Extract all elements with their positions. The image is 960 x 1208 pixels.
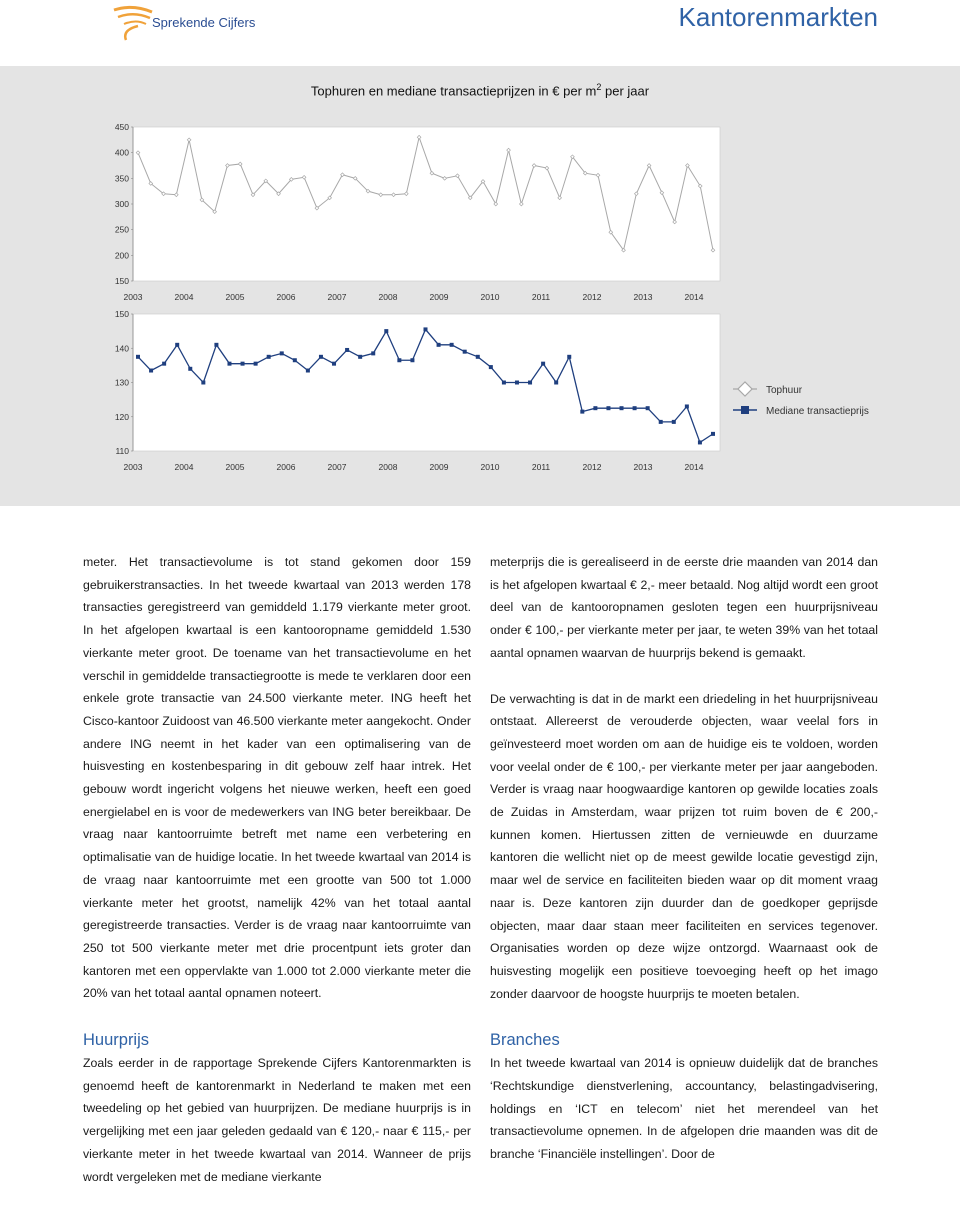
- data-point: [554, 381, 558, 385]
- y-tick-label: 400: [114, 147, 129, 158]
- chart-title-main: Tophuren en mediane transactieprijzen in € per m: [310, 83, 597, 99]
- data-point: [515, 381, 519, 385]
- x-tick-label: 2011: [531, 462, 551, 472]
- x-tick-label: 2004: [174, 292, 194, 302]
- x-tick-label: 2007: [327, 462, 347, 472]
- data-point: [410, 358, 414, 362]
- data-point: [345, 348, 349, 352]
- y-tick-label: 250: [114, 224, 129, 235]
- data-point: [437, 343, 441, 347]
- data-point: [267, 355, 271, 359]
- plot-area: [133, 314, 720, 451]
- data-point: [606, 406, 610, 410]
- y-tick-label: 110: [115, 446, 129, 456]
- y-tick-label: 130: [114, 377, 129, 388]
- x-tick-label: 2004: [174, 462, 194, 472]
- data-point: [646, 406, 650, 410]
- y-tick-label: 350: [114, 173, 129, 184]
- paragraph: Zoals eerder in de rapportage Sprekende Cijfers Kantorenmarkten is genoemd heeft de kantorenmarkt in Nederland te maken met een tweedeling op het gebied van huurprijzen. De mediane huurprijs is in vergelijking met een jaar geleden gedaald van € 120,- naar € 115,- per vierkante meter in het tweede kwartaal van 2014. Wanneer de prijs wordt vergeleken met de mediane vierkante: [83, 1056, 471, 1184]
- x-tick-label: 2007: [327, 292, 347, 302]
- data-point: [201, 381, 205, 385]
- x-tick-label: 2012: [582, 462, 602, 472]
- data-point: [254, 362, 258, 366]
- y-tick-label: 300: [114, 199, 129, 209]
- x-tick-label: 2011: [531, 292, 551, 302]
- x-tick-label: 2013: [633, 462, 653, 472]
- y-tick-label: 200: [114, 250, 129, 261]
- y-tick-label: 450: [114, 122, 129, 132]
- paragraph: De verwachting is dat in de markt een driedeling in het huurprijsniveau ontstaat. Allereerst de verouderde objecten, waar veelal fors in geïnvesteerd moet worden om aan de huidige eis te voldoen, worden voor veelal onder de € 100,- per vierkante meter per jaar aangeboden. Verder is vraag naar hoogwaardige kantoren op gewilde locaties zoals de Zuidas in Amsterdam, waar prijzen tot ruim boven de € 200,- kunnen komen. Hiertussen zitten de vernieuwde en duurzame kantoren die wellicht niet op de meest gewilde locatie gevestigd zijn, maar wel de service en faciliteiten bieden waar op dit moment vraag naar is. Deze kantoren zijn duurder dan de goedkoper geprijsde objecten, maar daar staan meer faciliteiten en services tegenover. Organisaties worden op deze wijze ontzorgd. Waarnaast ook de huisvesting mogelijk een positieve toevoeging heeft op het imago zonder daarvoor de hoogste huurprijs te moeten betalen.: [490, 691, 878, 1001]
- data-point: [580, 410, 584, 414]
- data-point: [162, 362, 166, 366]
- paragraph: In het tweede kwartaal van 2014 is opnieuw duidelijk dat de branches ‘Rechtskundige dienstverlening, accountancy, belastingadvisering, holdings en ‘ICT en telecom’ niet het merendeel van het transactievolume opnemen. In de afgelopen drie maanden was dit de branche ‘Financiële instellingen’. Door de: [490, 1056, 878, 1162]
- x-tick-label: 2006: [276, 462, 296, 472]
- data-point: [227, 362, 231, 366]
- x-tick-label: 2005: [225, 292, 245, 302]
- data-point: [149, 369, 153, 373]
- data-point: [528, 381, 532, 385]
- x-tick-label: 2009: [429, 462, 449, 472]
- x-tick-label: 2014: [684, 462, 704, 472]
- logo-text: Sprekende Cijfers: [152, 15, 256, 30]
- legend-marker-tophuur: [738, 382, 752, 396]
- data-point: [358, 355, 362, 359]
- data-point: [659, 420, 663, 424]
- data-point: [136, 355, 140, 359]
- section-heading: Huurprijs: [83, 1031, 150, 1050]
- data-point: [541, 362, 545, 366]
- paragraph: meter. Het transactievolume is tot stand gekomen door 159 gebruikerstransacties. In het tweede kwartaal van 2013 werden 178 transacties geregistreerd van gemiddeld 1.179 vierkante meter groot. In het afgelopen kwartaal is een kantooropname gemiddeld 1.530 vierkante meter groot. De toename van het transactievolume en het verschil in gemiddelde transactiegrootte is mede te verklaren door een enkele grote transactie van 24.500 vierkante meter. ING heeft het Cisco-kantoor Zuidoost van 46.500 vierkante meter aangekocht. Onder andere ING neemt in het kader van een optimalisering van de huisvesting en kostenbesparing in dit gebouw zelf haar intrek. Het gebouw wordt ingericht volgens het nieuwe werken, heeft een goed energielabel en is voor de medewerkers van ING beter bereikbaar. De vraag naar kantoorruimte betreft met name een verbetering en optimalisatie van de huidige locatie. In het tweede kwartaal van 2014 is de vraag naar kantoorruimte met een grootte van 500 tot 1.000 vierkante meter het grootst, namelijk 42% van het totaal aantal geregistreerde transacties. Verder is de vraag naar kantoorruimte van 250 tot 500 vierkante meter met drie procentpunt iets groter dan kantoren met een oppervlakte van 1.000 tot 2.000 vierkante meter die 20% van het totaal aantal opnamen noteert.: [83, 555, 471, 1001]
- data-point: [593, 406, 597, 410]
- chart-title-superscript: 2: [596, 82, 602, 92]
- y-tick-label: 150: [114, 309, 129, 319]
- data-point: [371, 351, 375, 355]
- x-tick-label: 2013: [633, 292, 653, 302]
- data-point: [567, 355, 571, 359]
- data-point: [424, 327, 428, 331]
- data-point: [214, 343, 218, 347]
- data-point: [241, 362, 245, 366]
- page-title: Kantorenmarkten: [678, 2, 878, 32]
- data-point: [319, 355, 323, 359]
- text-column-right: [490, 551, 878, 1166]
- legend-label-mediane: Mediane transactieprijs: [766, 406, 869, 417]
- section-heading: Branches: [490, 1031, 560, 1050]
- x-tick-label: 2005: [225, 462, 245, 472]
- data-point: [332, 362, 336, 366]
- data-point: [711, 432, 715, 436]
- x-tick-label: 2006: [276, 292, 296, 302]
- chart-1: [115, 122, 720, 302]
- x-tick-label: 2003: [123, 292, 143, 302]
- paragraph: meterprijs die is gerealiseerd in de eerste drie maanden van 2014 dan is het afgelopen kwartaal € 2,- meer betaald. Nog altijd wordt een groot deel van de kantooropnamen gesloten tegen een huurprijsniveau onder € 100,- per vierkante meter per jaar, te weten 39% van het totaal aantal opnamen waarvan de huurprijs bekend is gemaakt.: [490, 555, 878, 660]
- data-point: [476, 355, 480, 359]
- x-tick-label: 2012: [582, 292, 602, 302]
- x-tick-label: 2014: [684, 292, 704, 302]
- paragraph-spacer: [83, 1005, 471, 1028]
- legend-label-tophuur: Tophuur: [766, 385, 803, 396]
- y-tick-label: 120: [114, 411, 129, 422]
- charts-svg: [0, 0, 960, 506]
- data-point: [175, 343, 179, 347]
- data-point: [188, 367, 192, 371]
- y-tick-label: 140: [114, 343, 129, 354]
- data-point: [620, 406, 624, 410]
- data-point: [463, 350, 467, 354]
- x-tick-label: 2010: [480, 292, 500, 302]
- data-point: [672, 420, 676, 424]
- data-point: [502, 381, 506, 385]
- data-point: [698, 440, 702, 444]
- x-tick-label: 2008: [378, 292, 398, 302]
- chart-title-end: per jaar: [601, 83, 650, 99]
- x-tick-label: 2008: [378, 462, 398, 472]
- data-point: [685, 404, 689, 408]
- y-tick-label: 150: [114, 276, 129, 286]
- data-point: [306, 369, 310, 373]
- data-point: [280, 351, 284, 355]
- data-point: [397, 358, 401, 362]
- data-point: [384, 329, 388, 333]
- legend-marker-mediane: [741, 406, 749, 414]
- data-point: [293, 358, 297, 362]
- x-tick-label: 2003: [123, 462, 143, 472]
- text-column-left: [83, 551, 471, 1188]
- paragraph-spacer: [490, 1005, 878, 1028]
- legend: [733, 382, 869, 417]
- x-tick-label: 2010: [480, 462, 500, 472]
- chart-2: [115, 309, 869, 472]
- data-point: [489, 365, 493, 369]
- paragraph-spacer: [490, 665, 878, 688]
- plot-area: [133, 127, 720, 281]
- x-tick-label: 2009: [429, 292, 449, 302]
- data-point: [450, 343, 454, 347]
- data-point: [633, 406, 637, 410]
